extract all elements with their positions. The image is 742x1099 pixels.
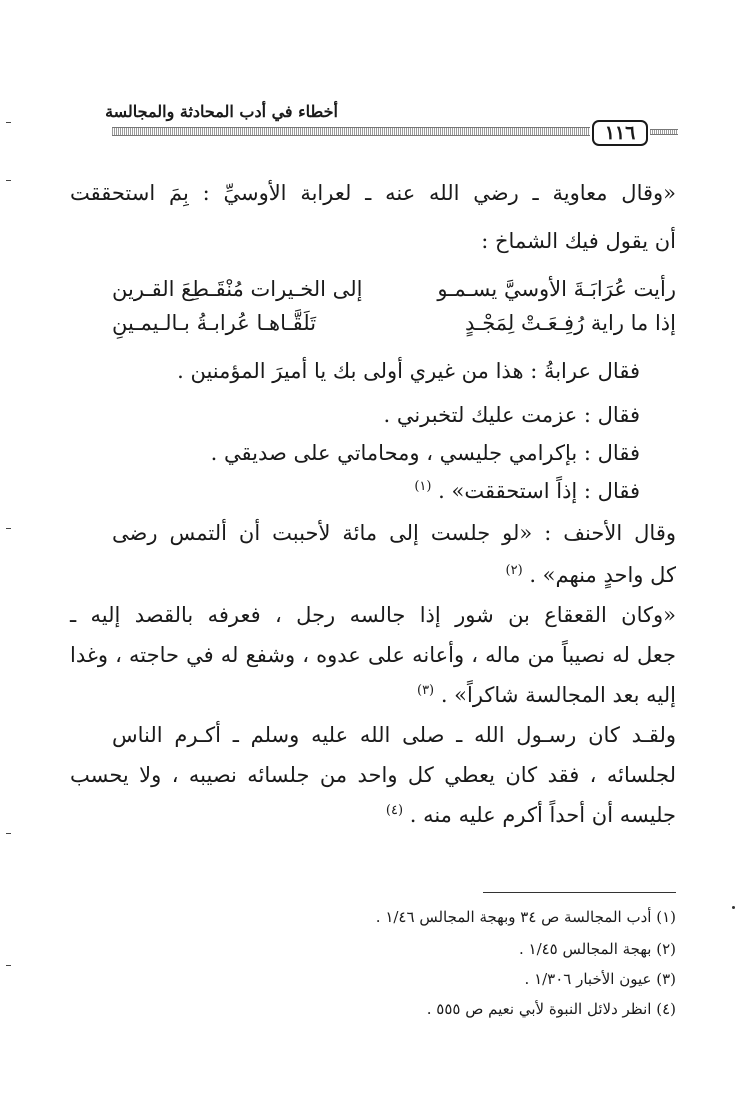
margin-tick-5 bbox=[6, 965, 11, 966]
margin-tick-4 bbox=[6, 833, 11, 834]
paragraph-4-line-3 bbox=[70, 800, 676, 830]
footnote-ref-1: (١) bbox=[414, 479, 432, 494]
header-rule bbox=[112, 127, 590, 136]
verse-1-first-hemistich: رأيت عُرَابَـةَ الأوسيَّ يسـمـو bbox=[437, 277, 676, 301]
verse-2-first-hemistich: إذا ما راية رُفِـعَـتْ لِمَجْـدٍ bbox=[465, 311, 676, 335]
paragraph-4-line-3-text: جليسه أن أحداً أكرم عليه منه . bbox=[409, 803, 676, 827]
paragraph-1-line-1: «وقال معاوية ـ رضي الله عنه ـ لعرابة الأوسيِّ : بِمَ استحققت bbox=[70, 181, 676, 205]
dialogue-line-1: فقال عرابةُ : هذا من غيري أولى بك يا أميرَ المؤمنين . bbox=[177, 359, 640, 383]
page-number: ١١٦ bbox=[592, 120, 648, 146]
header-rule-right bbox=[650, 129, 678, 135]
dialogue-line-4-text: فقال : إذاً استحققت» . bbox=[438, 479, 640, 503]
margin-tick-3 bbox=[6, 528, 11, 529]
dialogue-line-3: فقال : بإكرامي جليسي ، ومحاماتي على صديقي . bbox=[210, 441, 640, 465]
verse-2-second-hemistich: تَلَقَّـاهـا عُرابـةُ بـالـيمـينِ bbox=[112, 311, 317, 335]
margin-dot bbox=[732, 906, 735, 909]
footnote-2: (٢) بهجة المجالس ١/٤٥ . bbox=[518, 940, 676, 958]
paragraph-3-line-3 bbox=[70, 680, 676, 710]
paragraph-2-line-2-text: كل واحدٍ منهم» . bbox=[529, 563, 676, 587]
footnote-ref-3: (٣) bbox=[416, 683, 435, 698]
footnote-ref-4: (٤) bbox=[385, 803, 404, 818]
paragraph-3-line-2: جعل له نصيباً من ماله ، وأعانه على عدوه ، وشفع له في حاجته ، وغدا bbox=[70, 643, 676, 667]
paragraph-4-line-2: لجلسائه ، فقد كان يعطي كل واحد من جلسائه نصيبه ، ولا يحسب bbox=[70, 763, 676, 787]
paragraph-1-line-2: أن يقول فيك الشماخ : bbox=[481, 229, 676, 253]
running-header-title: أخطاء في أدب المحادثة والمجالسة bbox=[105, 102, 338, 121]
dialogue-line-4 bbox=[70, 476, 640, 506]
margin-tick-2 bbox=[6, 180, 11, 181]
footnote-4: (٤) انظر دلائل النبوة لأبي نعيم ص ٥٥٥ . bbox=[426, 1000, 676, 1018]
verse-1-second-hemistich: إلى الخـيرات مُنْقَـطِعَ القـرين bbox=[112, 277, 363, 301]
footnote-1: (١) أدب المجالسة ص ٣٤ وبهجة المجالس ١/٤٦ . bbox=[375, 908, 676, 926]
paragraph-3-line-3-text: إليه بعد المجالسة شاكراً» . bbox=[440, 683, 676, 707]
paragraph-2-line-2 bbox=[70, 560, 676, 590]
paragraph-4-line-1: ولقـد كان رسـول الله ـ صلى الله عليه وسلم ـ أكـرم الناس bbox=[112, 723, 676, 747]
paragraph-3-line-1: «وكان القعقاع بن شور إذا جالسه رجل ، فعرفه بالقصد إليه ـ bbox=[70, 603, 676, 627]
margin-tick-1 bbox=[6, 122, 11, 123]
footnote-3: (٣) عيون الأخبار ١/٣٠٦ . bbox=[524, 970, 676, 988]
paragraph-2-line-1: وقال الأحنف : «لو جلست إلى مائة لأحببت أن ألتمس رضى bbox=[112, 521, 676, 545]
footnote-ref-2: (٢) bbox=[505, 563, 523, 578]
dialogue-line-2: فقال : عزمت عليك لتخبرني . bbox=[383, 403, 640, 427]
footnote-separator bbox=[483, 892, 676, 893]
